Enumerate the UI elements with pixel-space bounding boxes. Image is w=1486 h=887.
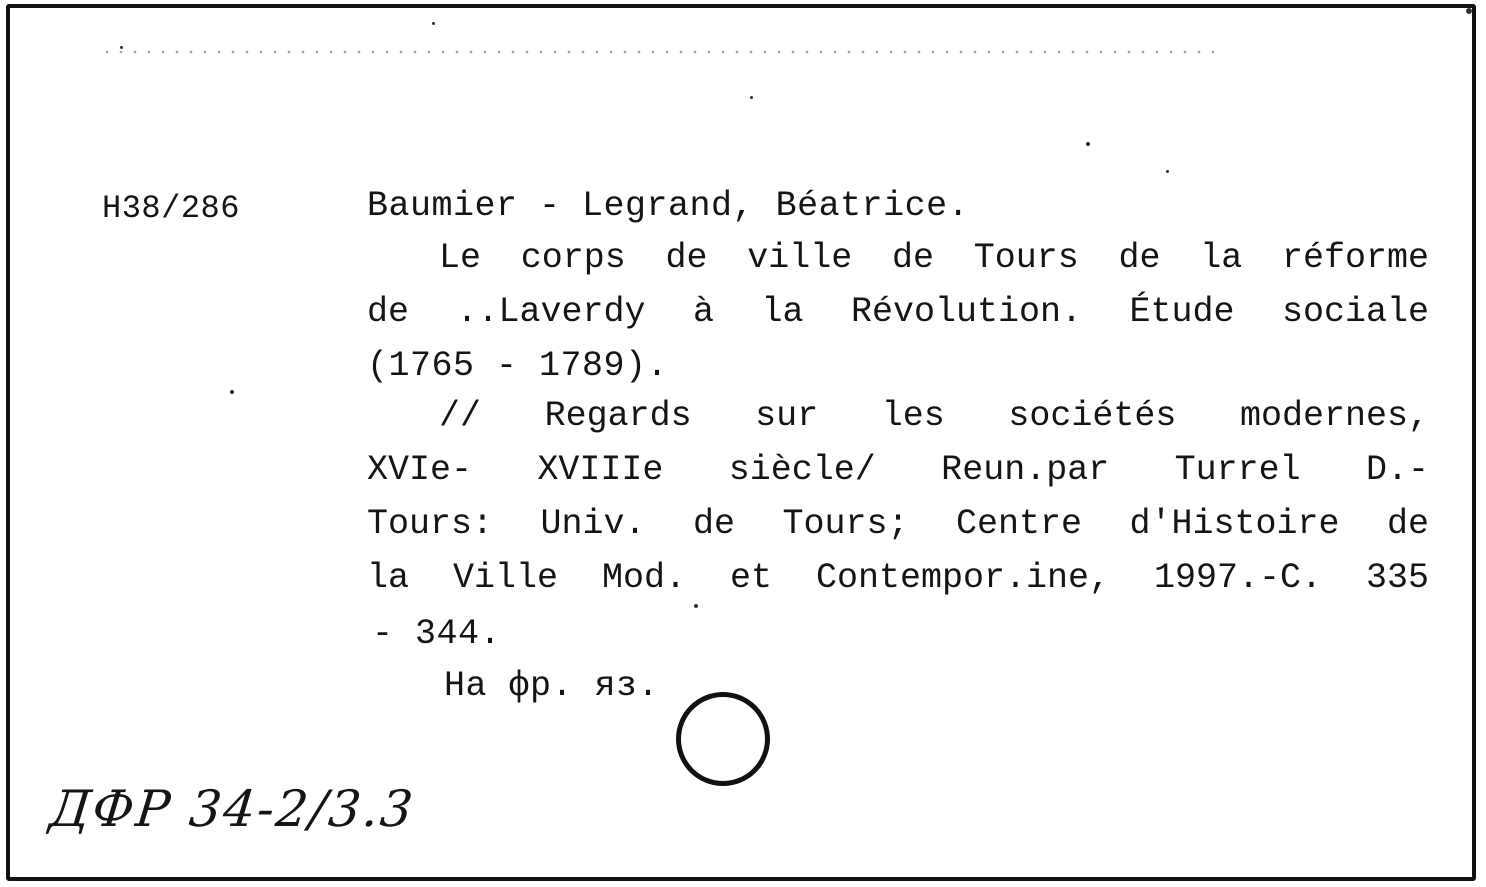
title-line: (1765 - 1789).: [367, 346, 669, 386]
speck: [1166, 170, 1169, 173]
call-number: H38/286: [102, 190, 240, 227]
faint-print-line: [100, 50, 1220, 54]
source-line: - 344.: [372, 614, 502, 654]
speck: [1466, 8, 1472, 14]
title-line: Le corps de ville de Tours de la réforme: [439, 238, 1429, 278]
source-line: XVIe- XVIIIe siècle/ Reun.par Turrel D.-: [367, 450, 1429, 490]
speck: [230, 390, 234, 394]
language-note: На фр. яз.: [444, 666, 660, 706]
source-line: Tours: Univ. de Tours; Centre d'Histoire de: [367, 504, 1429, 544]
speck: [1086, 142, 1090, 146]
handwritten-shelf-mark: ДФР 34-2/3.3: [46, 780, 418, 838]
speck: [750, 96, 753, 99]
title-line: de ..Laverdy à la Révolution. Étude sociale: [367, 292, 1429, 332]
punch-hole: [676, 692, 770, 786]
speck: [120, 46, 123, 49]
author: Baumier - Legrand, Béatrice.: [367, 186, 970, 226]
source-line: // Regards sur les sociétés modernes,: [439, 396, 1429, 436]
speck: [694, 604, 698, 608]
speck: [432, 22, 435, 25]
source-line: la Ville Mod. et Contempor.ine, 1997.-C. 335: [367, 558, 1429, 598]
